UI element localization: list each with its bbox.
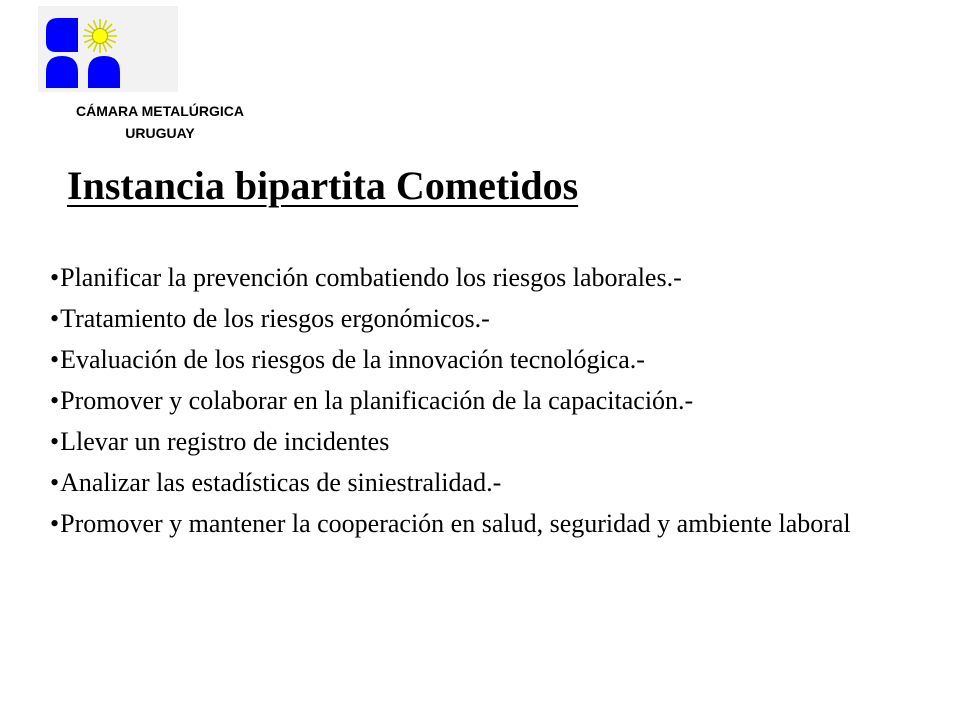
list-item-text: Promover y colaborar en la planificación de la capacitación.- [60,386,694,415]
list-item-text: Tratamiento de los riesgos ergonómicos.- [60,304,490,333]
organization-name [0,100,320,144]
organization-name-line-1: CÁMARA METALÚRGICA [76,103,244,119]
list-item [50,428,930,456]
bullet-dot: • [50,386,60,415]
bullet-dot: • [50,427,60,456]
list-item-text: Promover y mantener la cooperación en salud, seguridad y ambiente laboral [60,509,851,538]
bullet-dot: • [50,345,60,374]
list-item-text: Analizar las estadísticas de siniestralidad.- [60,468,502,497]
list-item-text: Llevar un registro de incidentes [60,427,390,456]
camara-metalurgica-logo-icon [38,6,178,92]
slide-title: Instancia bipartita Cometidos [67,163,579,208]
list-item [50,510,930,538]
organization-name-line-2: URUGUAY [125,125,195,141]
list-item [50,346,930,374]
list-item [50,469,930,497]
list-item [50,264,930,292]
list-item-text: Planificar la prevención combatiendo los riesgos laborales.- [60,263,682,292]
bullet-dot: • [50,468,60,497]
logo-sun [83,19,117,53]
list-item-text: Evaluación de los riesgos de la innovación tecnológica.- [60,345,645,374]
bullet-dot: • [50,509,60,538]
bullet-dot: • [50,304,60,333]
logo-block-top-left [46,18,78,52]
list-item [50,305,930,333]
bullet-list [50,264,930,551]
logo-block-bottom-left [46,56,78,88]
logo-block-bottom-right [88,56,120,88]
list-item [50,387,930,415]
bullet-dot: • [50,263,60,292]
